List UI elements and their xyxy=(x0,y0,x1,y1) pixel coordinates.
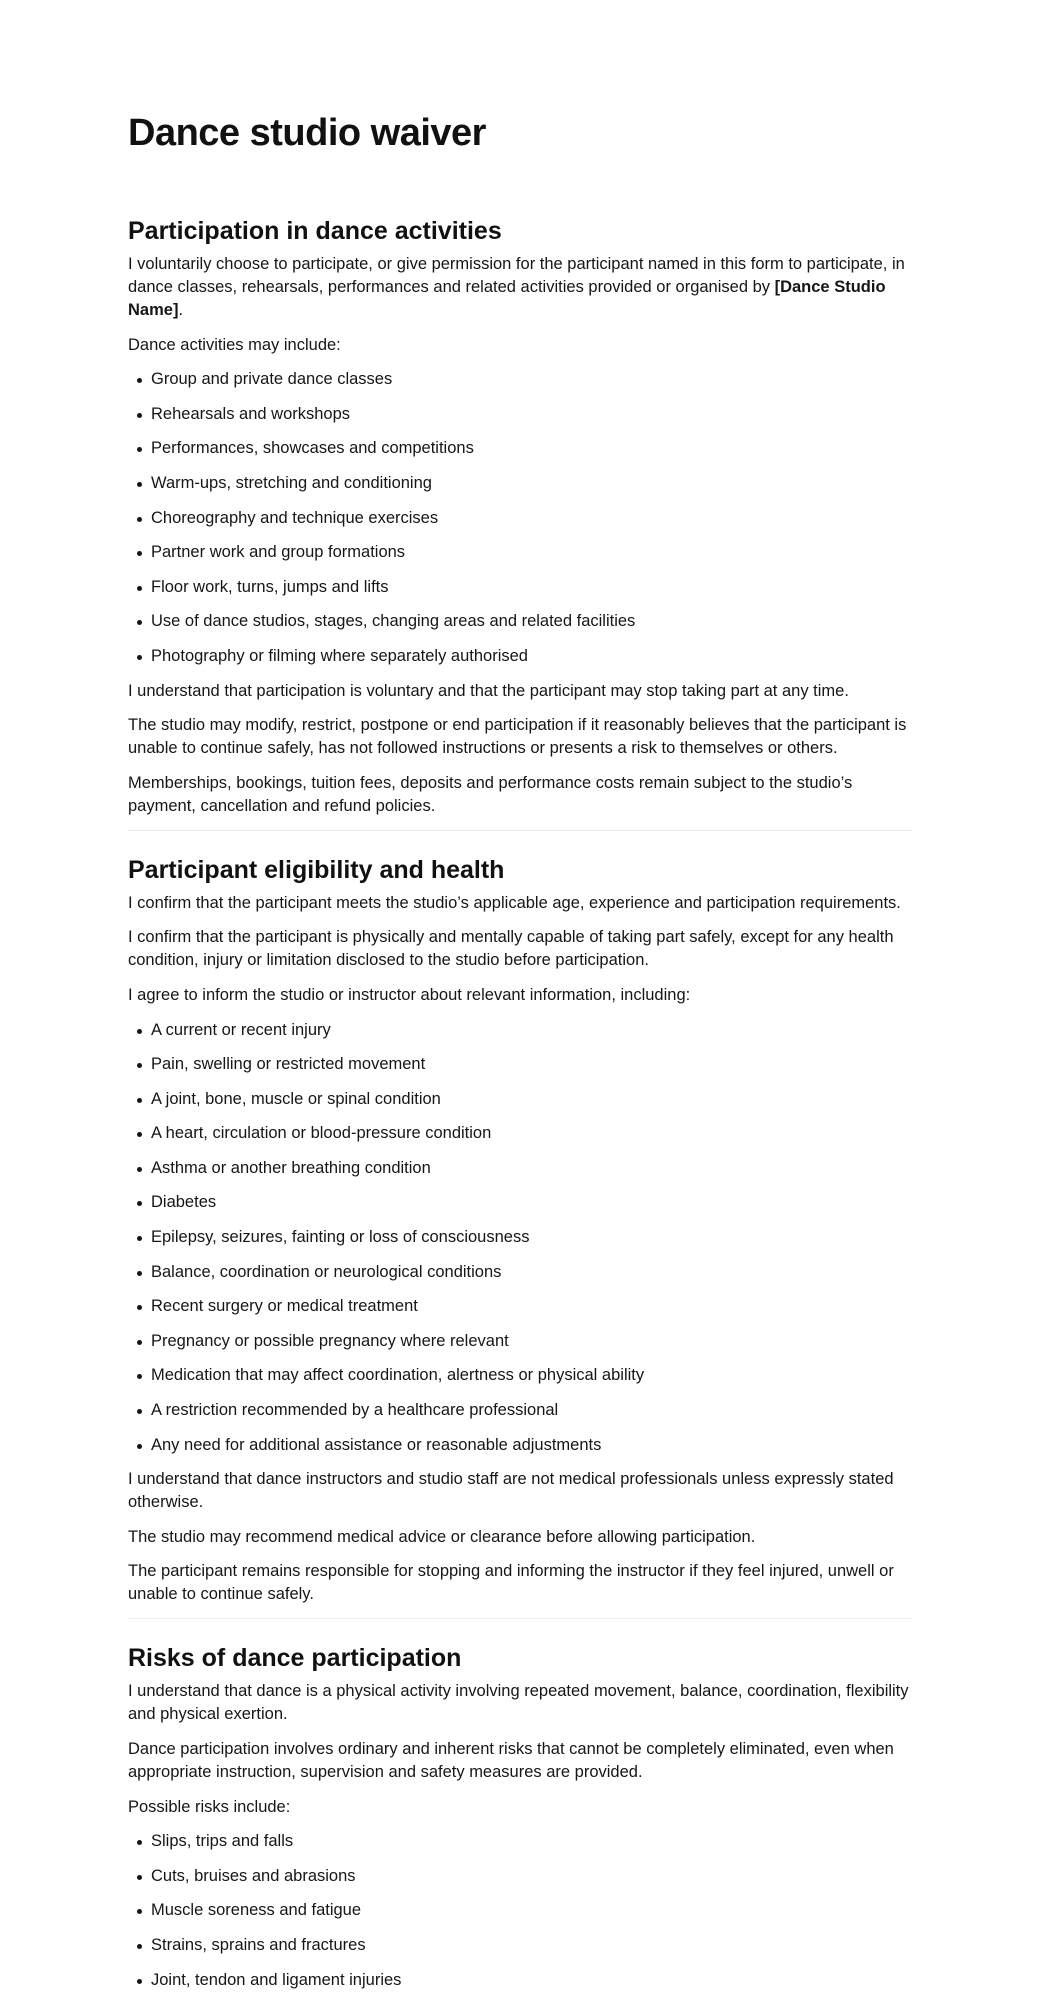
paragraph: I understand that participation is voluntary and that the participant may stop taking part at any time. xyxy=(128,681,849,700)
list-item: Performances, showcases and competitions xyxy=(128,437,912,460)
list-item: Floor work, turns, jumps and lifts xyxy=(128,576,912,599)
health-conditions-list xyxy=(128,1019,912,1457)
list-item: Pain, swelling or restricted movement xyxy=(128,1053,912,1076)
list-intro: I agree to inform the studio or instructor about relevant information, including: xyxy=(128,985,691,1004)
intro-text: I voluntarily choose to participate, or give permission for the participant named in this form to participate, in dance classes, rehearsals, performances and related activities provided or organised by xyxy=(128,255,905,296)
list-item: Pregnancy or possible pregnancy where relevant xyxy=(128,1330,912,1353)
paragraph: I understand that dance instructors and studio staff are not medical professionals unless expressly stated otherwise. xyxy=(128,1470,894,1512)
paragraph: Memberships, bookings, tuition fees, deposits and performance costs remain subject to the studio’s payment, cancellation and refund policies. xyxy=(128,773,853,815)
risks-list xyxy=(128,1830,912,1991)
paragraph: I understand that dance is a physical activity involving repeated movement, balance, coordination, flexibility and physical exertion. xyxy=(128,1682,909,1724)
paragraph: Dance participation involves ordinary and inherent risks that cannot be completely eliminated, even when appropriate instruction, supervision and safety measures are provided. xyxy=(128,1740,894,1781)
section-risks xyxy=(128,1640,912,1991)
paragraph: The studio may modify, restrict, postpone or end participation if it reasonably believes that the participant is unable to continue safely, has not followed instructions or presents a risk to themselves or others. xyxy=(128,716,907,758)
list-item: Warm-ups, stretching and conditioning xyxy=(128,472,912,495)
paragraph: I confirm that the participant meets the studio’s applicable age, experience and participation requirements. xyxy=(128,893,901,912)
document-title: Dance studio waiver xyxy=(128,112,486,154)
section-heading: Participant eligibility and health xyxy=(128,855,505,884)
studio-name-placeholder: [Dance Studio Name] xyxy=(128,278,886,319)
list-item: Balance, coordination or neurological conditions xyxy=(128,1261,912,1284)
list-item: Epilepsy, seizures, fainting or loss of consciousness xyxy=(128,1226,912,1249)
activities-list xyxy=(128,368,912,668)
list-item: Muscle soreness and fatigue xyxy=(128,1899,912,1922)
intro-paragraph xyxy=(128,253,912,322)
list-item: Medication that may affect coordination, alertness or physical ability xyxy=(128,1364,912,1387)
list-intro: Dance activities may include: xyxy=(128,335,341,354)
list-item: Cuts, bruises and abrasions xyxy=(128,1865,912,1888)
list-intro: Possible risks include: xyxy=(128,1797,291,1816)
list-item: Any need for additional assistance or reasonable adjustments xyxy=(128,1434,912,1457)
section-eligibility-health xyxy=(128,852,912,1607)
document-body xyxy=(128,108,912,2000)
list-item: Strains, sprains and fractures xyxy=(128,1934,912,1957)
list-item: Rehearsals and workshops xyxy=(128,403,912,426)
list-item: Recent surgery or medical treatment xyxy=(128,1295,912,1318)
section-heading: Participation in dance activities xyxy=(128,217,502,245)
list-item: Group and private dance classes xyxy=(128,368,912,391)
list-item: A current or recent injury xyxy=(128,1019,912,1042)
section-participation xyxy=(128,213,912,818)
list-item: Photography or filming where separately authorised xyxy=(128,645,912,668)
list-item: A heart, circulation or blood-pressure condition xyxy=(128,1122,912,1145)
list-item: Slips, trips and falls xyxy=(128,1830,912,1853)
paragraph: I confirm that the participant is physically and mentally capable of taking part safely, except for any health condition, injury or limitation disclosed to the studio before participation. xyxy=(128,928,894,970)
paragraph: The studio may recommend medical advice or clearance before allowing participation. xyxy=(128,1527,756,1546)
section-heading: Risks of dance participation xyxy=(128,1644,462,1673)
list-item: Asthma or another breathing condition xyxy=(128,1157,912,1180)
list-item: Joint, tendon and ligament injuries xyxy=(128,1969,912,1992)
list-item: A joint, bone, muscle or spinal condition xyxy=(128,1088,912,1111)
list-item: Use of dance studios, stages, changing areas and related facilities xyxy=(128,610,912,633)
list-item: Choreography and technique exercises xyxy=(128,507,912,530)
intro-end: . xyxy=(178,301,184,319)
section-divider xyxy=(128,830,912,831)
list-item: Partner work and group formations xyxy=(128,541,912,564)
paragraph: The participant remains responsible for stopping and informing the instructor if they feel injured, unwell or unable to continue safely. xyxy=(128,1562,894,1604)
list-item: A restriction recommended by a healthcare professional xyxy=(128,1399,912,1422)
list-item: Diabetes xyxy=(128,1191,912,1214)
section-divider xyxy=(128,1618,912,1619)
